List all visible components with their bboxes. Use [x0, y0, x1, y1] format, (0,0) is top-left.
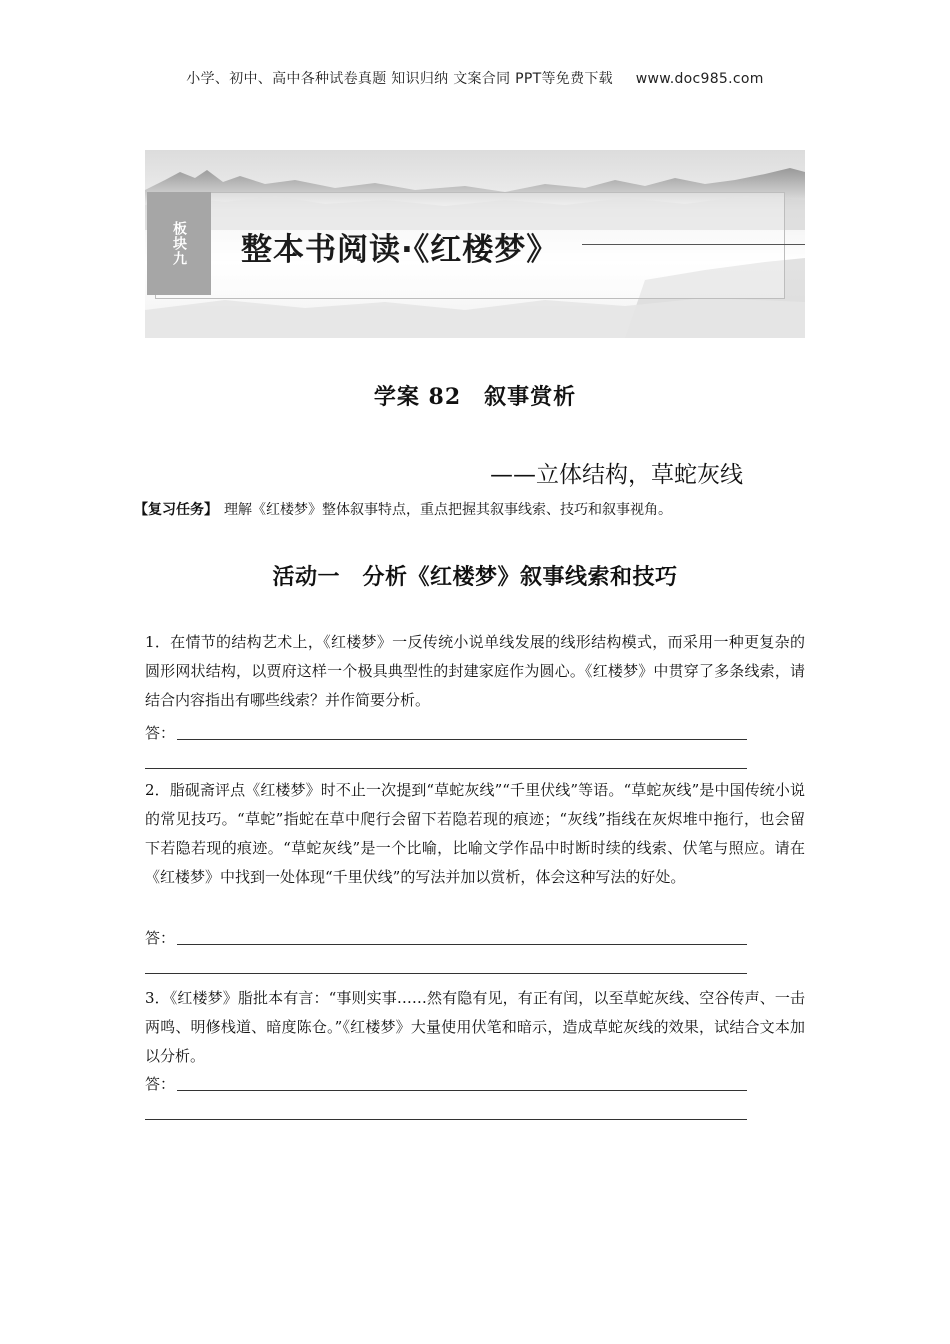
activity-title: 活动一 分析《红楼梦》叙事线索和技巧: [272, 565, 678, 590]
answer-line-extra[interactable]: [145, 1119, 747, 1120]
banner-title: 整本书阅读·《红楼梦》: [241, 232, 559, 268]
header-text: 小学、初中、高中各种试卷真题 知识归纳 文案合同 PPT等免费下载: [186, 71, 613, 87]
document-title: 学案 82 叙事赏析: [373, 384, 577, 410]
banner-title-rule: [582, 244, 805, 245]
answer-line-extra[interactable]: [145, 973, 747, 974]
answer-line-extra[interactable]: [145, 768, 747, 769]
answer-row-2: [145, 927, 747, 947]
answer-row-3: [145, 1073, 747, 1093]
review-task-label: 【复习任务】: [134, 502, 218, 518]
answer-row-1: [145, 722, 747, 742]
answer-line[interactable]: [177, 944, 747, 945]
question-2: 2．脂砚斋评点《红楼梦》时不止一次提到“草蛇灰线”“千里伏线”等语。“草蛇灰线”是中国传统小说的常见技巧。“草蛇”指蛇在草中爬行会留下若隐若现的痕迹；“灰线”指线在灰烬堆中拖行，也会留下若隐若现的痕迹。“草蛇灰线”是一个比喻，比喻文学作品中时断时续的线索、伏笔与照应。请在《红楼梦》中找到一处体现“千里伏线”的写法并加以赏析，体会这种写法的好处。: [145, 781, 805, 886]
section-banner: [145, 150, 805, 338]
section-tag: [147, 192, 211, 295]
answer-line[interactable]: [177, 1090, 747, 1091]
answer-label-2: 答：: [145, 929, 176, 947]
page-header: [0, 68, 950, 88]
answer-line[interactable]: [177, 739, 747, 740]
document-subtitle: ——立体结构，草蛇灰线: [490, 462, 743, 488]
question-3: 3．《红楼梦》脂批本有言：“事则实事……然有隐有见，有正有闰，以至草蛇灰线、空谷传声、一击两鸣、明修栈道、暗度陈仓。”《红楼梦》大量使用伏笔和暗示，造成草蛇灰线的效果，试结合文本加以分析。: [145, 989, 805, 1065]
answer-label-1: 答：: [145, 724, 176, 742]
section-tag-text: 板块九: [171, 221, 187, 266]
review-task: [134, 499, 672, 519]
header-site: www.doc985.com: [635, 71, 764, 87]
review-task-text: 理解《红楼梦》整体叙事特点，重点把握其叙事线索、技巧和叙事视角。: [224, 502, 672, 518]
answer-label-3: 答：: [145, 1075, 176, 1093]
question-1: 1．在情节的结构艺术上，《红楼梦》一反传统小说单线发展的线形结构模式，而采用一种更复杂的圆形网状结构，以贾府这样一个极具典型性的封建家庭作为圆心。《红楼梦》中贯穿了多条线索，请结合内容指出有哪些线索？并作简要分析。: [145, 633, 805, 709]
